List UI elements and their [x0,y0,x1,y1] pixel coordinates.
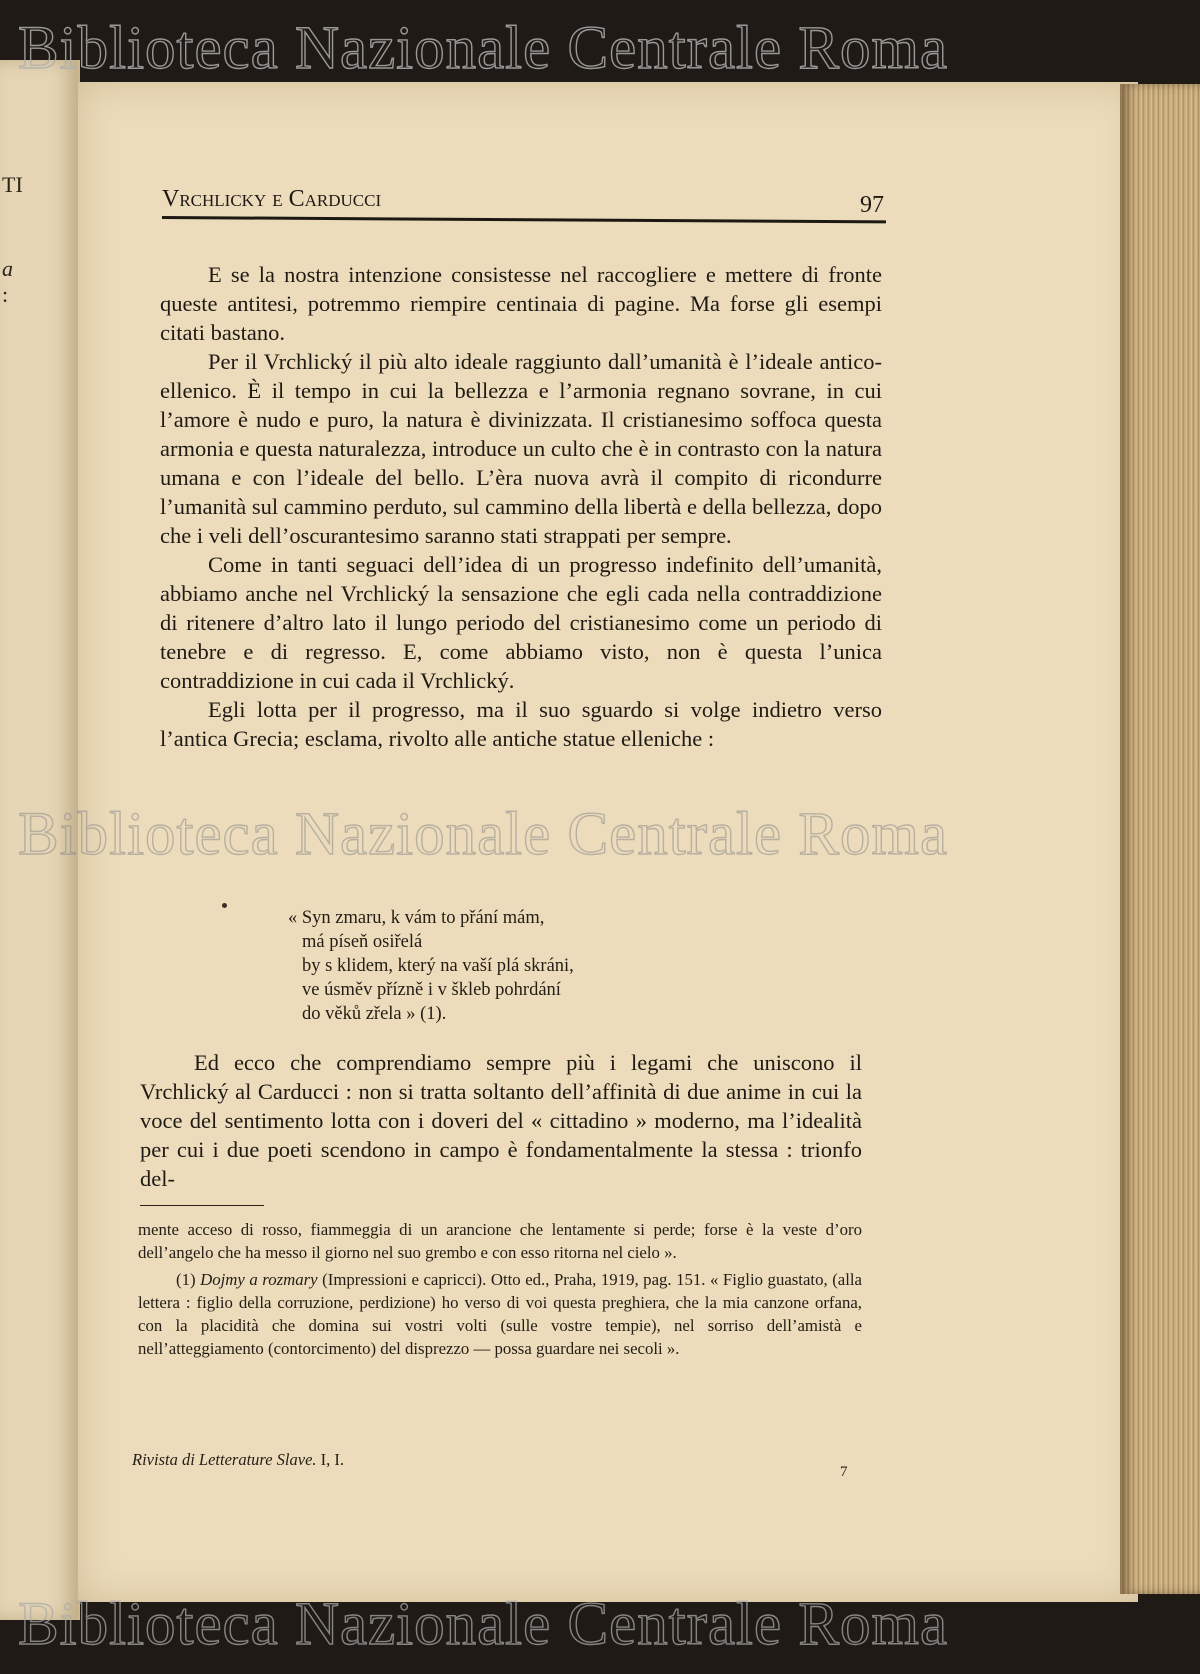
sheet-number: 7 [840,1464,848,1480]
journal-name: Rivista di Letterature Slave. [132,1450,317,1469]
footnote-rule [140,1205,264,1206]
main-text [160,260,882,753]
footnote-marker: (1) [176,1270,196,1289]
verse-line: by s klidem, který na vaší plá skráni, [302,956,574,976]
footnote-title: Dojmy a rozmary [200,1270,318,1289]
journal-volume: I, I. [320,1450,345,1469]
left-page-fragment: TI [2,172,23,197]
library-watermark: Biblioteca Nazionale Centrale Roma [18,801,949,868]
library-watermark: Biblioteca Nazionale Centrale Roma [18,15,949,82]
footnotes [138,1218,862,1360]
paragraph: Egli lotta per il progresso, ma il suo sguardo si volge indietro verso l’antica Grecia; esclama, rivolto alle antiche statue elleniche : [160,697,882,751]
library-watermark: Biblioteca Nazionale Centrale Roma [18,1591,949,1658]
verse-line: má píseň osiřelá [302,932,423,952]
verse-line: ve úsměv přízně i v škleb pohrdání [302,980,561,1000]
paragraph: Ed ecco che comprendiamo sempre più i legami che uniscono il Vrchlický al Carducci : non si tratta soltanto dell’affinità di due anime in cui la voce del sentimento lotta con i doveri del « cittadino » moderno, ma l’idealità per cui i due poeti scendono in campo è fondamentalmente la stessa : trionfo del- [140,1050,862,1191]
ink-spot [222,903,227,908]
journal-signature [132,1450,344,1470]
verse-line: « Syn zmaru, k vám to přání mám, [288,908,545,928]
verse-line: do věků zřela » (1). [302,1004,447,1024]
footnote-1 [138,1268,862,1360]
running-title: Vrchlicky e Carducci [162,186,382,212]
paragraph: E se la nostra intenzione consistesse nel raccogliere e mettere di fronte queste antitesi, potremmo riempire centinaia di pagine. Ma forse gli esempi citati bastano. [160,262,882,345]
left-page-fragment: a [2,256,13,281]
left-page-fragment: : [2,282,9,307]
footnote-continuation: mente acceso di rosso, fiammeggia di un arancione che lentamente si perde; forse è la veste d’oro dell’angelo che ha messo il giorno nel suo grembo e con esso ritorna nel cielo ». [138,1220,862,1262]
page-number: 97 [860,192,884,218]
footnote-text: (Impressioni e capricci). Otto ed., Praha, 1919, pag. 151. « Figlio guastato, (alla lettera : figlio della corruzione, perdizione) ho verso di voi questa preghiera, che la mia canzone orfana, con la placidità che domina sui vostri volti (sulle vostre tempie), nel sorriso dell’amistà e nell’atteggiamento (contorcimento) del disprezzo — possa guardare nei secoli ». [138,1270,863,1358]
verse-quote [288,906,574,1026]
paragraph: Come in tanti seguaci dell’idea di un progresso indefinito dell’umanità, abbiamo anche nel Vrchlický la sensazione che egli cada nella contraddizione di ritenere d’altro lato il lungo periodo del cristianesimo come un periodo di tenebre e di regresso. E, come abbiamo visto, non è questa l’unica contraddizione in cui cada il Vrchlický. [160,552,882,693]
paragraph: Per il Vrchlický il più alto ideale raggiunto dall’umanità è l’ideale antico-ellenico. È il tempo in cui la bellezza e l’armonia regnano sovrane, in cui l’amore è nudo e puro, la natura è divinizzata. Il cristianesimo soffoca questa armonia e questa naturalezza, introduce un culto che è in contrasto con la natura umana e con l’ideale del bello. L’èra nuova avrà il compito di ricondurre l’umanità sul cammino perduto, sul cammino della libertà e della bellezza, dopo che i veli dell’oscurantesimo saranno stati strappati per sempre. [160,349,882,548]
closing-text [140,1048,862,1193]
